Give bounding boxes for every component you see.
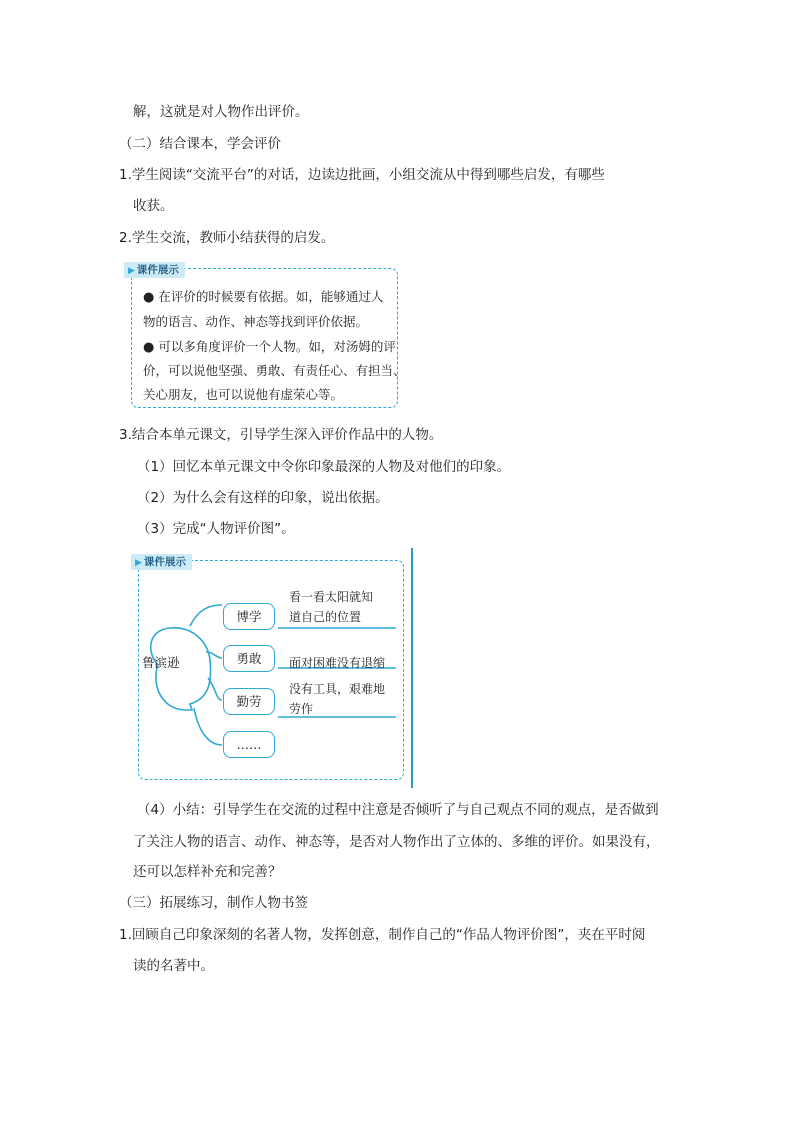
evaluation-text: 道自己的位置 bbox=[289, 610, 362, 624]
box1-line bbox=[143, 334, 396, 360]
sub-item-4-continued: 还可以怎样补充和完善？ bbox=[133, 864, 282, 880]
box1-bullet-text: 可以多角度评价一个人物。如，对汤姆的评 bbox=[158, 339, 396, 354]
evaluation-text: 劳作 bbox=[289, 702, 314, 716]
sub-item-4: （4）小结：引导学生在交流的过程中注意是否倾听了与自己观点不同的观点，是否做到 bbox=[137, 802, 659, 818]
play-triangle-icon: ▶ bbox=[128, 266, 135, 276]
bullet-icon: ● bbox=[143, 340, 155, 355]
character-name: 鲁滨逊 bbox=[142, 655, 180, 670]
box1-line bbox=[143, 284, 383, 310]
box1-bullet-text: 在评价的时候要有依据。如，能够通过人 bbox=[158, 289, 384, 304]
evaluation-text: 看一看太阳就知 bbox=[289, 590, 374, 604]
list-item-2: 2.学生交流，教师小结获得的启发。 bbox=[119, 230, 335, 246]
sub-item-3: （3）完成“人物评价图”。 bbox=[137, 521, 295, 537]
section-heading: （三）拓展练习，制作人物书签 bbox=[119, 895, 308, 911]
list-item-3: 3.结合本单元课文，引导学生深入评价作品中的人物。 bbox=[119, 427, 443, 443]
courseware-tag-label: 课件展示 bbox=[136, 264, 179, 276]
connector-line bbox=[194, 708, 222, 745]
list-item-4-continued: 读的名著中。 bbox=[133, 958, 214, 974]
bullet-icon: ● bbox=[143, 290, 155, 305]
courseware-tag-1 bbox=[124, 262, 185, 278]
section-heading: （二）结合课本，学会评价 bbox=[119, 136, 281, 152]
courseware-tag-label: 课件展示 bbox=[143, 556, 186, 568]
sub-item-4-continued: 了关注人物的语言、动作、神态等，是否对人物作出了立体的、多维的评价。如果没有， bbox=[133, 834, 660, 850]
box1-line: 关心朋友，也可以说他有虚荣心等。 bbox=[143, 387, 344, 402]
box1-line: 物的语言、动作、神态等找到评价依据。 bbox=[143, 314, 369, 329]
evaluation-text: 面对困难没有退缩 bbox=[289, 656, 386, 670]
list-item-4: 1.回顾自己印象深刻的名著人物，发挥创意，制作自己的“作品人物评价图”，夹在平时阅 bbox=[119, 927, 646, 943]
trait-node: 博学 bbox=[223, 603, 275, 630]
trait-node: 勇敢 bbox=[223, 645, 275, 672]
list-item-1: 1.学生阅读“交流平台”的对话，边读边批画，小组交流从中得到哪些启发，有哪些 bbox=[119, 167, 605, 183]
sub-item-2: （2）为什么会有这样的印象，说出依据。 bbox=[137, 490, 389, 506]
box1-line: 价，可以说他坚强、勇敢、有责任心、有担当、 bbox=[143, 363, 406, 378]
play-triangle-icon: ▶ bbox=[135, 558, 142, 568]
sub-item-1: （1）回忆本单元课文中令你印象最深的人物及对他们的印象。 bbox=[137, 459, 511, 475]
text-line: 解，这就是对人物作出评价。 bbox=[133, 104, 309, 120]
connector-line bbox=[208, 678, 222, 700]
connector-line bbox=[190, 605, 222, 626]
vertical-divider bbox=[411, 548, 413, 788]
trait-node: 勤劳 bbox=[223, 688, 275, 715]
evaluation-text: 没有工具，艰难地 bbox=[289, 682, 386, 696]
list-item-1-continued: 收获。 bbox=[133, 198, 174, 214]
trait-node: …… bbox=[223, 731, 275, 758]
